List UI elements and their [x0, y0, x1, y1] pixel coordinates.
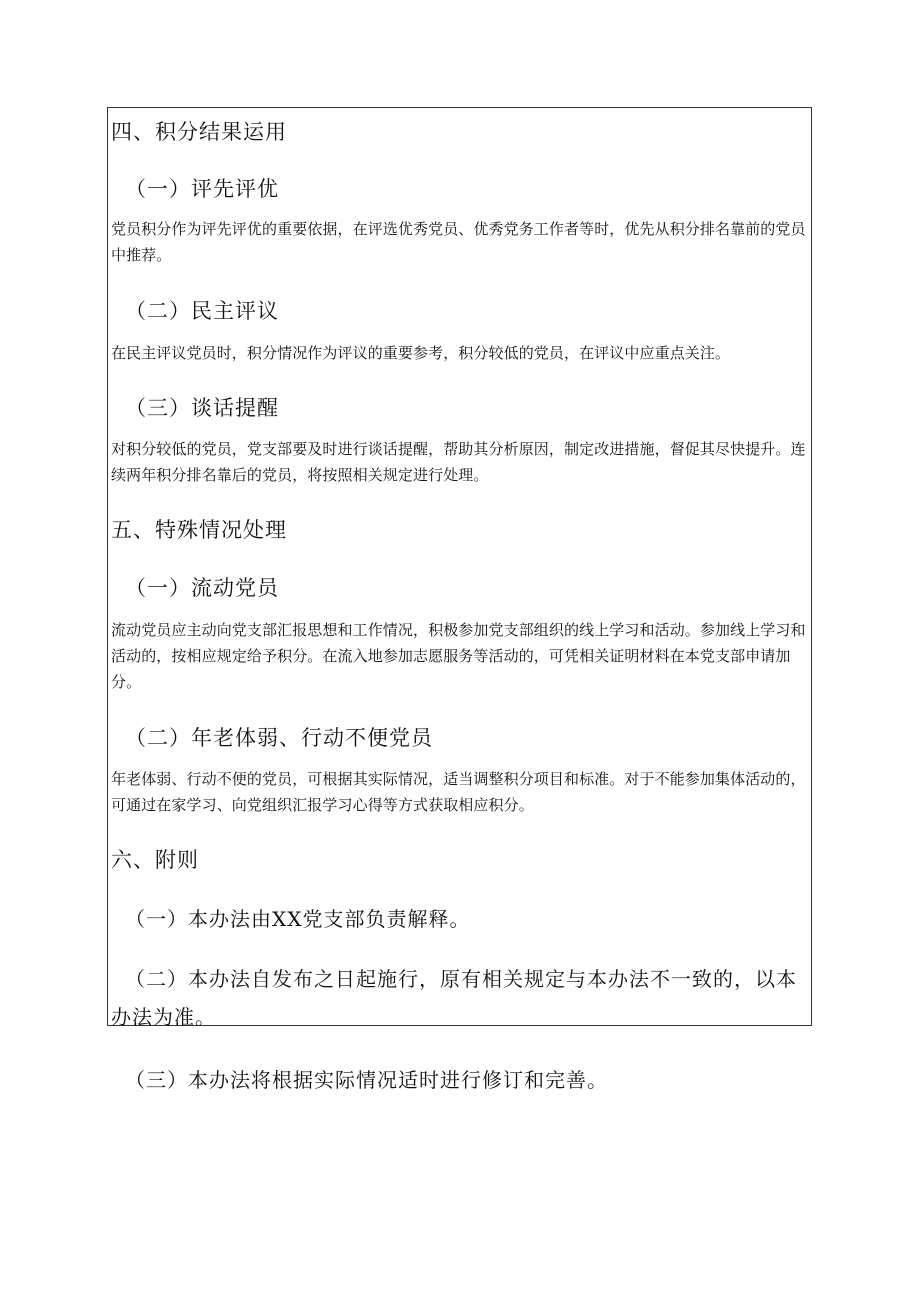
paragraph-5-1: 流动党员应主动向党支部汇报思想和工作情况，积极参加党支部组织的线上学习和活动。参加线上学习和活动的，按相应规定给予积分。在流入地参加志愿服务等活动的，可凭相关证明材料在本党支部申请加分。 — [111, 621, 806, 691]
subsection-title-4-3: （三）谈话提醒 — [125, 396, 279, 420]
subsection-title-4-1: （一）评先评优 — [125, 177, 279, 201]
section-heading-6: 六、附则 — [111, 848, 199, 872]
paragraph-5-2: 年老体弱、行动不便的党员，可根据其实际情况，适当调整积分项目和标准。对于不能参加集体活动的，可通过在家学习、向党组织汇报学习心得等方式获取相应积分。 — [111, 770, 806, 814]
section-heading-4: 四、积分结果运用 — [111, 120, 287, 144]
paragraph-4-2: 在民主评议党员时，积分情况作为评议的重要参考，积分较低的党员，在评议中应重点关注。 — [111, 344, 731, 362]
subsection-title-5-2: （二）年老体弱、行动不便党员 — [125, 726, 433, 750]
appendix-item-3: （三）本办法将根据实际情况适时进行修订和完善。 — [125, 1068, 608, 1092]
subsection-title-5-1: （一）流动党员 — [125, 576, 279, 600]
appendix-item-1: （一）本办法由XX党支部负责解释。 — [125, 907, 471, 931]
appendix-item-2: （二）本办法自发布之日起施行，原有相关规定与本办法不一致的，以本办法为准。 — [111, 967, 797, 1029]
paragraph-4-1: 党员积分作为评先评优的重要依据，在评选优秀党员、优秀党务工作者等时，优先从积分排名靠前的党员中推荐。 — [111, 220, 806, 264]
subsection-title-4-2: （二）民主评议 — [125, 299, 279, 323]
paragraph-4-3: 对积分较低的党员，党支部要及时进行谈话提醒，帮助其分析原因，制定改进措施，督促其尽快提升。连续两年积分排名靠后的党员，将按照相关规定进行处理。 — [111, 440, 806, 484]
section-heading-5: 五、特殊情况处理 — [111, 518, 287, 542]
